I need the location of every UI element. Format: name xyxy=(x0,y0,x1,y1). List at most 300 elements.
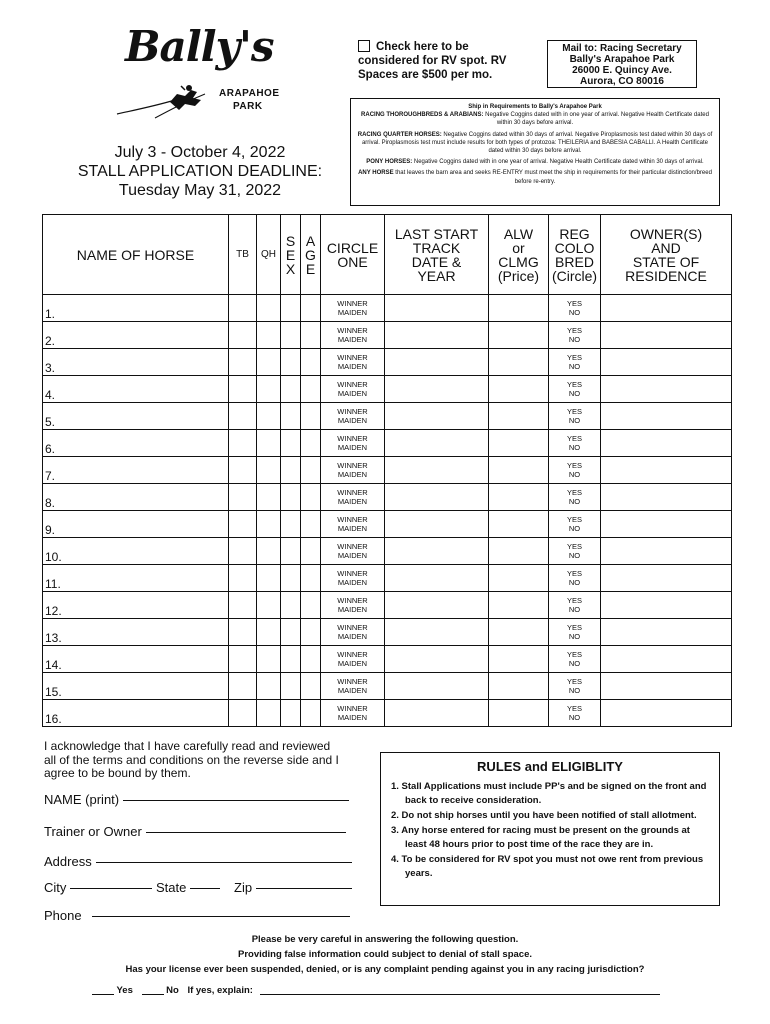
tb-cell[interactable] xyxy=(229,295,257,322)
qh-cell[interactable] xyxy=(257,376,281,403)
alw-clmg-cell[interactable] xyxy=(489,646,549,673)
last-start-cell[interactable] xyxy=(385,673,489,700)
sex-cell[interactable] xyxy=(281,592,301,619)
no-option[interactable]: NO xyxy=(568,308,581,317)
yes-label: Yes xyxy=(116,985,133,996)
phone-field[interactable] xyxy=(44,908,350,923)
yes-option[interactable]: YES xyxy=(566,406,582,416)
table-row xyxy=(43,538,732,565)
sex-cell[interactable] xyxy=(281,619,301,646)
last-start-cell[interactable] xyxy=(385,619,489,646)
last-start-cell[interactable] xyxy=(385,592,489,619)
qh-cell[interactable] xyxy=(257,565,281,592)
table-row xyxy=(43,457,732,484)
ship-p4-text: that leaves the barn area and seeks RE-ENTRY must meet the ship in requirements for their particular distinction/breed before re-entry. xyxy=(393,170,712,185)
last-start-cell[interactable] xyxy=(385,700,489,727)
age-cell[interactable] xyxy=(301,592,321,619)
qh-cell[interactable] xyxy=(257,484,281,511)
rv-text-1: Check here to be xyxy=(376,41,469,53)
rules-list xyxy=(391,780,709,881)
winner-option[interactable]: WINNER xyxy=(337,433,368,443)
yes-option[interactable]: YES xyxy=(566,649,582,659)
last-start-cell[interactable] xyxy=(385,565,489,592)
reg-colo-bred-cell[interactable] xyxy=(549,322,601,349)
tb-cell[interactable] xyxy=(229,376,257,403)
age-cell[interactable] xyxy=(301,673,321,700)
maiden-option[interactable]: MAIDEN xyxy=(337,443,368,452)
winner-option[interactable]: WINNER xyxy=(337,487,368,497)
qh-cell[interactable] xyxy=(257,700,281,727)
license-answer-row[interactable] xyxy=(92,985,692,996)
ship-title: Ship in Requirements to Bally's Arapahoe Park xyxy=(468,104,602,110)
alw-clmg-cell[interactable] xyxy=(489,673,549,700)
meet-date-range: July 3 - October 4, 2022 xyxy=(114,144,286,161)
qh-cell[interactable] xyxy=(257,511,281,538)
rules-eligibility-box xyxy=(380,752,720,906)
maiden-option[interactable]: MAIDEN xyxy=(337,551,368,560)
maiden-option[interactable]: MAIDEN xyxy=(337,416,368,425)
col-circle-one: CIRCLE ONE xyxy=(321,215,385,295)
col-tb: TB xyxy=(229,215,257,295)
age-cell[interactable] xyxy=(301,457,321,484)
zip-label: Zip xyxy=(234,880,253,895)
no-option[interactable]: NO xyxy=(568,389,581,398)
no-line[interactable] xyxy=(142,994,164,995)
yes-option[interactable]: YES xyxy=(566,595,582,605)
last-start-cell[interactable] xyxy=(385,322,489,349)
qh-cell[interactable] xyxy=(257,322,281,349)
sex-cell[interactable] xyxy=(281,295,301,322)
age-cell[interactable] xyxy=(301,619,321,646)
age-cell[interactable] xyxy=(301,484,321,511)
winner-option[interactable]: WINNER xyxy=(337,568,368,578)
tb-cell[interactable] xyxy=(229,700,257,727)
horse-name-cell[interactable]: 16. xyxy=(43,700,229,727)
logo-park: PARK xyxy=(233,101,263,112)
alw-clmg-cell[interactable] xyxy=(489,457,549,484)
tb-cell[interactable] xyxy=(229,484,257,511)
winner-maiden-cell[interactable] xyxy=(321,457,385,484)
horse-name-cell[interactable]: 11. xyxy=(43,565,229,592)
winner-option[interactable]: WINNER xyxy=(337,325,368,335)
owner-cell[interactable] xyxy=(601,646,732,673)
winner-maiden-cell[interactable] xyxy=(321,376,385,403)
maiden-option[interactable]: MAIDEN xyxy=(337,605,368,614)
horse-name-cell[interactable]: 8. xyxy=(43,484,229,511)
winner-option[interactable]: WINNER xyxy=(337,352,368,362)
sex-cell[interactable] xyxy=(281,376,301,403)
horse-name-cell[interactable]: 2. xyxy=(43,322,229,349)
horse-name-cell[interactable]: 5. xyxy=(43,403,229,430)
horse-name-cell[interactable]: 3. xyxy=(43,349,229,376)
winner-maiden-cell[interactable] xyxy=(321,673,385,700)
age-cell[interactable] xyxy=(301,646,321,673)
winner-maiden-cell[interactable] xyxy=(321,592,385,619)
tb-cell[interactable] xyxy=(229,349,257,376)
rv-checkbox[interactable] xyxy=(358,40,370,52)
trainer-line[interactable] xyxy=(146,832,346,833)
alw-clmg-cell[interactable] xyxy=(489,484,549,511)
rule-item: 2. Do not ship horses until you have been notified of stall allotment. xyxy=(391,810,697,821)
age-cell[interactable] xyxy=(301,700,321,727)
owner-cell[interactable] xyxy=(601,457,732,484)
alw-clmg-cell[interactable] xyxy=(489,322,549,349)
caution-line-1: Please be very careful in answering the following question. xyxy=(251,934,519,945)
winner-maiden-cell[interactable] xyxy=(321,538,385,565)
maiden-option[interactable]: MAIDEN xyxy=(337,659,368,668)
city-state-zip-field[interactable] xyxy=(44,880,352,895)
maiden-option[interactable]: MAIDEN xyxy=(337,470,368,479)
rule-item: 3. Any horse entered for racing must be present on the grounds at least 48 hours prior to post time of the race they are in. xyxy=(391,825,690,850)
yes-option[interactable]: YES xyxy=(566,703,582,713)
maiden-option[interactable]: MAIDEN xyxy=(337,335,368,344)
ship-p1-text: Negative Coggins dated with in one year of arrival. Negative Health Certificate dated within 30 days before arrival. xyxy=(483,112,709,127)
age-cell[interactable] xyxy=(301,403,321,430)
winner-option[interactable]: WINNER xyxy=(337,514,368,524)
horse-name-cell[interactable]: 4. xyxy=(43,376,229,403)
winner-maiden-cell[interactable] xyxy=(321,322,385,349)
maiden-option[interactable]: MAIDEN xyxy=(337,713,368,722)
col-alw-clmg: ALW or CLMG (Price) xyxy=(489,215,549,295)
col-qh: QH xyxy=(257,215,281,295)
city-label: City xyxy=(44,880,67,895)
state-line[interactable] xyxy=(190,888,220,889)
yes-option[interactable]: YES xyxy=(566,298,582,308)
no-option[interactable]: NO xyxy=(568,578,581,587)
maiden-option[interactable]: MAIDEN xyxy=(337,632,368,641)
last-start-cell[interactable] xyxy=(385,403,489,430)
tb-cell[interactable] xyxy=(229,538,257,565)
last-start-cell[interactable] xyxy=(385,646,489,673)
qh-cell[interactable] xyxy=(257,646,281,673)
no-option[interactable]: NO xyxy=(568,497,581,506)
winner-maiden-cell[interactable] xyxy=(321,349,385,376)
logo-script: Bally's xyxy=(125,22,274,71)
ship-p3-label: PONY HORSES: xyxy=(366,159,413,166)
last-start-cell[interactable] xyxy=(385,538,489,565)
age-cell[interactable] xyxy=(301,322,321,349)
horse-name-cell[interactable]: 1. xyxy=(43,295,229,322)
maiden-option[interactable]: MAIDEN xyxy=(337,362,368,371)
license-question xyxy=(0,932,770,977)
winner-option[interactable]: WINNER xyxy=(337,649,368,659)
alw-clmg-cell[interactable] xyxy=(489,538,549,565)
no-option[interactable]: NO xyxy=(568,605,581,614)
qh-cell[interactable] xyxy=(257,592,281,619)
yes-line[interactable] xyxy=(92,994,114,995)
reg-colo-bred-cell[interactable] xyxy=(549,592,601,619)
explain-label: If yes, explain: xyxy=(187,985,253,996)
last-start-cell[interactable] xyxy=(385,457,489,484)
tb-cell[interactable] xyxy=(229,511,257,538)
no-option[interactable]: NO xyxy=(568,416,581,425)
maiden-option[interactable]: MAIDEN xyxy=(337,389,368,398)
no-option[interactable]: NO xyxy=(568,632,581,641)
winner-option[interactable]: WINNER xyxy=(337,703,368,713)
col-reg-colo-bred: REG COLO BRED (Circle) xyxy=(549,215,601,295)
yes-option[interactable]: YES xyxy=(566,325,582,335)
sex-cell[interactable] xyxy=(281,403,301,430)
sex-cell[interactable] xyxy=(281,646,301,673)
rule-item: 1. Stall Applications must include PP's and be signed on the front and back to receive consideration. xyxy=(391,781,707,806)
winner-option[interactable]: WINNER xyxy=(337,298,368,308)
reg-colo-bred-cell[interactable] xyxy=(549,457,601,484)
tb-cell[interactable] xyxy=(229,430,257,457)
qh-cell[interactable] xyxy=(257,538,281,565)
tb-cell[interactable] xyxy=(229,646,257,673)
winner-maiden-cell[interactable] xyxy=(321,484,385,511)
winner-maiden-cell[interactable] xyxy=(321,700,385,727)
no-option[interactable]: NO xyxy=(568,686,581,695)
no-option[interactable]: NO xyxy=(568,524,581,533)
owner-cell[interactable] xyxy=(601,673,732,700)
alw-clmg-cell[interactable] xyxy=(489,511,549,538)
reg-colo-bred-cell[interactable] xyxy=(549,538,601,565)
qh-cell[interactable] xyxy=(257,457,281,484)
table-row xyxy=(43,565,732,592)
age-cell[interactable] xyxy=(301,538,321,565)
winner-option[interactable]: WINNER xyxy=(337,406,368,416)
sex-cell[interactable] xyxy=(281,700,301,727)
owner-cell[interactable] xyxy=(601,430,732,457)
table-row xyxy=(43,349,732,376)
rv-text-3: Spaces are $500 per mo. xyxy=(358,69,493,81)
city-line[interactable] xyxy=(70,888,152,889)
horse-name-cell[interactable]: 13. xyxy=(43,619,229,646)
no-option[interactable]: NO xyxy=(568,551,581,560)
col-name-of-horse: NAME OF HORSE xyxy=(43,215,229,295)
alw-clmg-cell[interactable] xyxy=(489,700,549,727)
address-field[interactable] xyxy=(44,854,352,869)
yes-option[interactable]: YES xyxy=(566,541,582,551)
reg-colo-bred-cell[interactable] xyxy=(549,646,601,673)
table-row xyxy=(43,484,732,511)
rules-title: RULES and ELIGIBLITY xyxy=(477,759,623,774)
alw-clmg-cell[interactable] xyxy=(489,619,549,646)
owner-cell[interactable] xyxy=(601,700,732,727)
winner-maiden-cell[interactable] xyxy=(321,295,385,322)
maiden-option[interactable]: MAIDEN xyxy=(337,497,368,506)
owner-cell[interactable] xyxy=(601,511,732,538)
last-start-cell[interactable] xyxy=(385,376,489,403)
reg-colo-bred-cell[interactable] xyxy=(549,673,601,700)
qh-cell[interactable] xyxy=(257,430,281,457)
col-sex: S E X xyxy=(281,215,301,295)
horse-name-cell[interactable]: 14. xyxy=(43,646,229,673)
alw-clmg-cell[interactable] xyxy=(489,403,549,430)
tb-cell[interactable] xyxy=(229,592,257,619)
table-row xyxy=(43,322,732,349)
horse-name-cell[interactable]: 6. xyxy=(43,430,229,457)
license-question-text: Has your license ever been suspended, denied, or is any complaint pending against you in any racing jurisdiction? xyxy=(125,964,645,975)
owner-cell[interactable] xyxy=(601,538,732,565)
winner-maiden-cell[interactable] xyxy=(321,619,385,646)
age-cell[interactable] xyxy=(301,565,321,592)
owner-cell[interactable] xyxy=(601,619,732,646)
horse-name-cell[interactable]: 15. xyxy=(43,673,229,700)
tb-cell[interactable] xyxy=(229,673,257,700)
mail-line-2: Bally's Arapahoe Park xyxy=(569,54,675,65)
no-option[interactable]: NO xyxy=(568,713,581,722)
last-start-cell[interactable] xyxy=(385,430,489,457)
table-row xyxy=(43,619,732,646)
maiden-option[interactable]: MAIDEN xyxy=(337,578,368,587)
owner-cell[interactable] xyxy=(601,565,732,592)
winner-maiden-cell[interactable] xyxy=(321,646,385,673)
tb-cell[interactable] xyxy=(229,619,257,646)
reg-colo-bred-cell[interactable] xyxy=(549,511,601,538)
phone-line[interactable] xyxy=(92,916,350,917)
table-row xyxy=(43,295,732,322)
name-label: NAME (print) xyxy=(44,792,120,807)
winner-option[interactable]: WINNER xyxy=(337,541,368,551)
ballys-logo xyxy=(115,22,290,127)
reg-colo-bred-cell[interactable] xyxy=(549,295,601,322)
reg-colo-bred-cell[interactable] xyxy=(549,700,601,727)
col-last-start: LAST START TRACK DATE & YEAR xyxy=(385,215,489,295)
yes-option[interactable]: YES xyxy=(566,487,582,497)
sex-cell[interactable] xyxy=(281,430,301,457)
owner-cell[interactable] xyxy=(601,295,732,322)
yes-option[interactable]: YES xyxy=(566,514,582,524)
explain-line[interactable] xyxy=(260,994,660,995)
maiden-option[interactable]: MAIDEN xyxy=(337,308,368,317)
owner-cell[interactable] xyxy=(601,349,732,376)
age-cell[interactable] xyxy=(301,511,321,538)
address-label: Address xyxy=(44,854,92,869)
no-option[interactable]: NO xyxy=(568,470,581,479)
table-row xyxy=(43,403,732,430)
last-start-cell[interactable] xyxy=(385,511,489,538)
owner-cell[interactable] xyxy=(601,376,732,403)
last-start-cell[interactable] xyxy=(385,295,489,322)
reg-colo-bred-cell[interactable] xyxy=(549,349,601,376)
qh-cell[interactable] xyxy=(257,349,281,376)
alw-clmg-cell[interactable] xyxy=(489,592,549,619)
yes-option[interactable]: YES xyxy=(566,622,582,632)
alw-clmg-cell[interactable] xyxy=(489,376,549,403)
trainer-label: Trainer or Owner xyxy=(44,824,142,839)
alw-clmg-cell[interactable] xyxy=(489,349,549,376)
reg-colo-bred-cell[interactable] xyxy=(549,376,601,403)
yes-option[interactable]: YES xyxy=(566,676,582,686)
tb-cell[interactable] xyxy=(229,403,257,430)
name-line[interactable] xyxy=(123,800,349,801)
winner-maiden-cell[interactable] xyxy=(321,565,385,592)
ship-p4-label: ANY HORSE xyxy=(358,170,394,177)
reg-colo-bred-cell[interactable] xyxy=(549,484,601,511)
winner-option[interactable]: WINNER xyxy=(337,622,368,632)
no-option[interactable]: NO xyxy=(568,362,581,371)
owner-cell[interactable] xyxy=(601,592,732,619)
winner-maiden-cell[interactable] xyxy=(321,511,385,538)
zip-line[interactable] xyxy=(256,888,352,889)
yes-option[interactable]: YES xyxy=(566,352,582,362)
sex-cell[interactable] xyxy=(281,349,301,376)
no-option[interactable]: NO xyxy=(568,659,581,668)
winner-option[interactable]: WINNER xyxy=(337,460,368,470)
maiden-option[interactable]: MAIDEN xyxy=(337,524,368,533)
qh-cell[interactable] xyxy=(257,403,281,430)
qh-cell[interactable] xyxy=(257,619,281,646)
sex-cell[interactable] xyxy=(281,511,301,538)
qh-cell[interactable] xyxy=(257,673,281,700)
trainer-owner-field[interactable] xyxy=(44,824,346,839)
reg-colo-bred-cell[interactable] xyxy=(549,430,601,457)
owner-cell[interactable] xyxy=(601,403,732,430)
horse-name-cell[interactable]: 7. xyxy=(43,457,229,484)
winner-maiden-cell[interactable] xyxy=(321,403,385,430)
yes-option[interactable]: YES xyxy=(566,568,582,578)
col-age: A G E xyxy=(301,215,321,295)
table-row xyxy=(43,376,732,403)
horse-name-cell[interactable]: 10. xyxy=(43,538,229,565)
winner-maiden-cell[interactable] xyxy=(321,430,385,457)
mail-to-box xyxy=(547,40,697,88)
winner-option[interactable]: WINNER xyxy=(337,595,368,605)
sex-cell[interactable] xyxy=(281,457,301,484)
sex-cell[interactable] xyxy=(281,673,301,700)
winner-option[interactable]: WINNER xyxy=(337,676,368,686)
no-option[interactable]: NO xyxy=(568,443,581,452)
last-start-cell[interactable] xyxy=(385,349,489,376)
state-label: State xyxy=(156,880,187,895)
yes-option[interactable]: YES xyxy=(566,460,582,470)
owner-cell[interactable] xyxy=(601,322,732,349)
no-option[interactable]: NO xyxy=(568,335,581,344)
table-row xyxy=(43,646,732,673)
winner-option[interactable]: WINNER xyxy=(337,379,368,389)
tb-cell[interactable] xyxy=(229,565,257,592)
age-cell[interactable] xyxy=(301,349,321,376)
yes-option[interactable]: YES xyxy=(566,433,582,443)
yes-option[interactable]: YES xyxy=(566,379,582,389)
ship-p3-text: Negative Coggins dated with in one year of arrival. Negative Health Certificate dated within 30 days of arrival. xyxy=(412,159,704,166)
tb-cell[interactable] xyxy=(229,322,257,349)
horse-jockey-icon xyxy=(115,80,225,120)
name-print-field[interactable] xyxy=(44,792,349,807)
no-label: No xyxy=(166,985,179,996)
reg-colo-bred-cell[interactable] xyxy=(549,565,601,592)
age-cell[interactable] xyxy=(301,295,321,322)
rv-spot-option[interactable] xyxy=(358,40,538,82)
table-row xyxy=(43,511,732,538)
address-line[interactable] xyxy=(96,862,352,863)
sex-cell[interactable] xyxy=(281,322,301,349)
tb-cell[interactable] xyxy=(229,457,257,484)
rv-text-2: considered for RV spot. RV xyxy=(358,55,507,67)
qh-cell[interactable] xyxy=(257,295,281,322)
maiden-option[interactable]: MAIDEN xyxy=(337,686,368,695)
alw-clmg-cell[interactable] xyxy=(489,430,549,457)
horse-name-cell[interactable]: 9. xyxy=(43,511,229,538)
sex-cell[interactable] xyxy=(281,565,301,592)
sex-cell[interactable] xyxy=(281,538,301,565)
age-cell[interactable] xyxy=(301,430,321,457)
alw-clmg-cell[interactable] xyxy=(489,295,549,322)
reg-colo-bred-cell[interactable] xyxy=(549,619,601,646)
ship-p2-label: RACING QUARTER HORSES: xyxy=(357,131,442,138)
acknowledgement-text: I acknowledge that I have carefully read and reviewed all of the terms and conditions on the reverse side and I agree to be bound by them. xyxy=(44,739,339,780)
age-cell[interactable] xyxy=(301,376,321,403)
table-row xyxy=(43,700,732,727)
owner-cell[interactable] xyxy=(601,484,732,511)
last-start-cell[interactable] xyxy=(385,484,489,511)
reg-colo-bred-cell[interactable] xyxy=(549,403,601,430)
alw-clmg-cell[interactable] xyxy=(489,565,549,592)
sex-cell[interactable] xyxy=(281,484,301,511)
horse-name-cell[interactable]: 12. xyxy=(43,592,229,619)
